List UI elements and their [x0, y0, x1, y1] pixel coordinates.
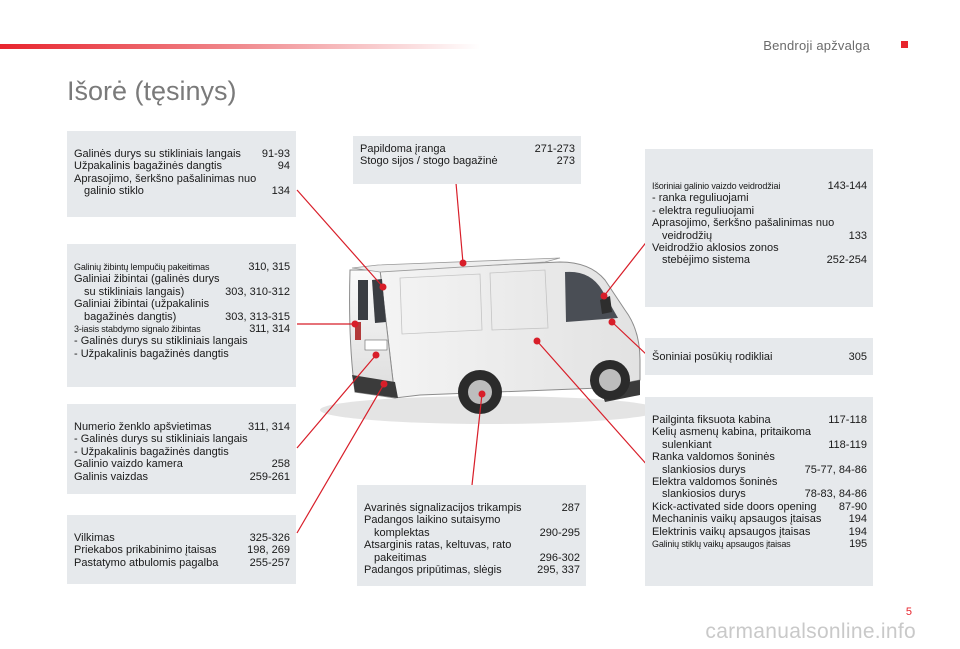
entry: Padangos pripūtimas, slėgis 295, 337: [364, 564, 580, 577]
box-mirrors: [645, 149, 873, 307]
entry: Pailginta fiksuota kabina 117-118: [652, 414, 867, 426]
license-plate: [365, 340, 387, 350]
callout-dot-cabin: [534, 338, 541, 345]
entry: Galinės durys su stikliniais langais 91-93: [74, 148, 290, 160]
box-plate: [67, 404, 296, 494]
entry: Užpakalinis bagažinės dangtis 94: [74, 160, 290, 173]
entry: Kick-activated side doors opening 87-90: [652, 500, 867, 513]
entry: - Užpakalinis bagažinės dangtis: [74, 347, 229, 360]
entry: Ranka valdomos šoninės slankiosios durys 75-77, 84-86: [652, 451, 867, 476]
entry: Avarinės signalizacijos trikampis 287: [364, 502, 580, 514]
entry: Priekabos prikabinimo įtaisas 198, 269: [74, 544, 290, 557]
entry: Galinių stiklų vaikų apsaugos įtaisas 195: [652, 538, 867, 551]
page-number: 5: [905, 606, 912, 618]
entry: Galinių žibintų lempučių pakeitimas 310, 315: [74, 261, 290, 273]
entry: Vilkimas 325-326: [74, 532, 290, 544]
entry: Galiniai žibintai (užpakalinis bagažinės dangtis) 303, 313-315: [74, 298, 290, 323]
callout-dot-tyres: [479, 391, 486, 398]
entry: Aprasojimo, šerkšno pašalinimas nuo galinio stiklo 134: [74, 172, 290, 198]
entry: Šoniniai posūkių rodikliai 305: [652, 351, 867, 363]
callout-dot-mirror: [601, 293, 608, 300]
callout-dot-indicator: [609, 319, 616, 326]
entry: Kelių asmenų kabina, pritaikoma sulenkiant 118-119: [652, 426, 867, 451]
box-tyres: [357, 485, 586, 586]
box-towing: [67, 515, 296, 584]
entry: Galinis vaizdas 259-261: [74, 470, 290, 483]
watermark: carmanualsonline.info: [705, 620, 916, 643]
box-cabin: [645, 397, 873, 586]
entry: Papildoma įranga 271-273: [360, 143, 575, 155]
entry: Mechaninis vaikų apsaugos įtaisas 194: [652, 513, 867, 526]
entry: Pastatymo atbulomis pagalba 255-257: [74, 556, 290, 569]
entry: - elektra reguliuojami: [652, 204, 755, 217]
entry: Galinio vaizdo kamera 258: [74, 458, 290, 471]
entry: Padangos laikino sutaisymo komplektas 290-295: [364, 514, 580, 539]
entry: - ranka reguliuojami: [652, 192, 749, 205]
entry: - Užpakalinis bagažinės dangtis: [74, 445, 229, 458]
entry: Išoriniai galinio vaizdo veidrodžiai 143-144: [652, 180, 867, 192]
entry: Atsarginis ratas, keltuvas, rato pakeitimas 296-302: [364, 539, 580, 564]
entry: 3-iasis stabdymo signalo žibintas 311, 314: [74, 323, 290, 336]
entry: - Galinės durys su stikliniais langais: [74, 335, 248, 348]
entry: Galiniai žibintai (galinės durys su stikliniais langais) 303, 310-312: [74, 273, 290, 298]
callout-dot-rear-lamps: [352, 321, 359, 328]
entry: Aprasojimo, šerkšno pašalinimas nuo veidrodžių 133: [652, 217, 867, 242]
box-indicators: [645, 338, 873, 375]
rear-window-left: [358, 280, 368, 320]
box-rear-lamps: [67, 244, 296, 387]
section-title: Bendroji apžvalga: [763, 38, 870, 53]
box-roof: [353, 136, 581, 184]
callout-dot-towing: [381, 381, 388, 388]
callout-dot-roof: [460, 260, 467, 267]
entry: Elektrinis vaikų apsaugos įtaisas 194: [652, 525, 867, 538]
box-rear-door: [67, 131, 296, 217]
entry: Elektra valdomos šoninės slankiosios durys 78-83, 84-86: [652, 476, 867, 501]
entry: Stogo sijos / stogo bagažinė 273: [360, 155, 575, 168]
callout-dot-plate: [373, 352, 380, 359]
entry: Veidrodžio aklosios zonos stebėjimo sistema 252-254: [652, 242, 867, 267]
entry: - Galinės durys su stikliniais langais: [74, 433, 248, 446]
page-title: Išorė (tęsinys): [67, 76, 237, 106]
entry: Numerio ženklo apšvietimas 311, 314: [74, 421, 290, 433]
callout-dot-rear-door: [380, 284, 387, 291]
